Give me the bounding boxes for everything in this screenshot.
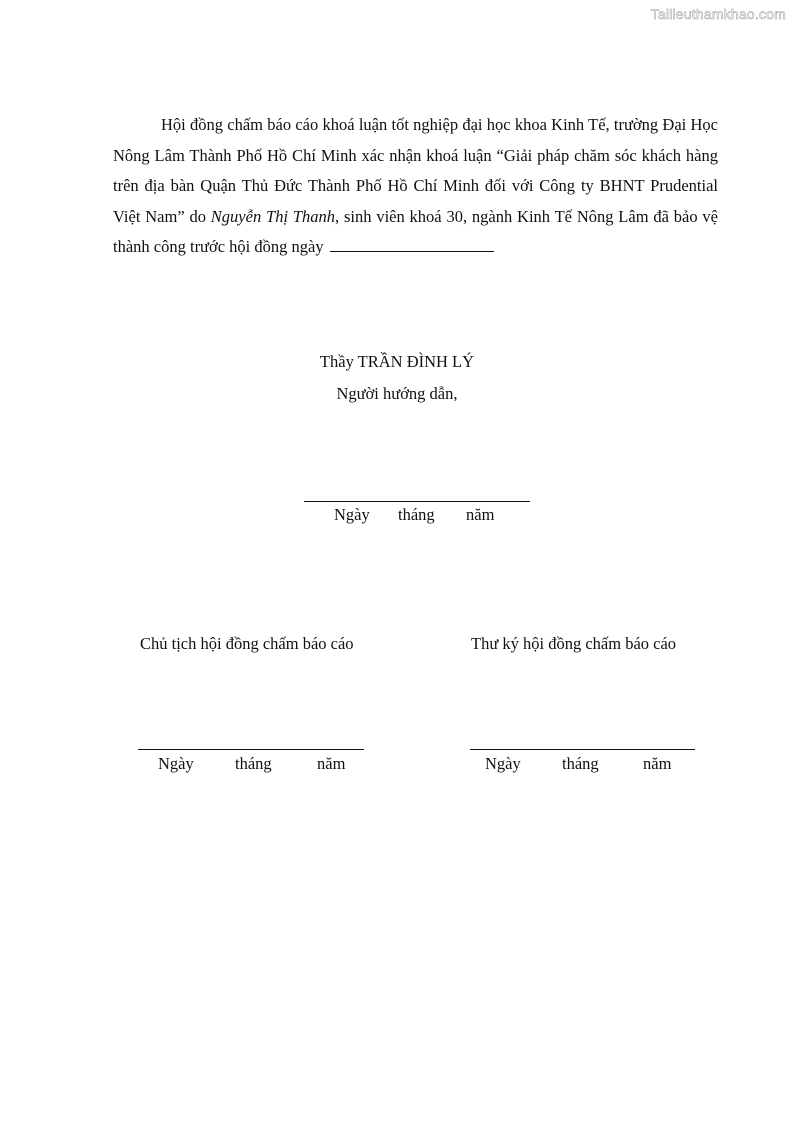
paragraph-text-after-name: , sinh viên khoá 30, ngành Kinh Tế Nông Lâm đã bảo vệ thành công trước hội đồng ngày [113,206,718,256]
secretary-date-month-label: tháng [562,754,599,773]
chair-date-month-label: tháng [235,754,272,773]
defense-date-blank [330,233,494,252]
chair-date-year-label: năm [317,754,346,773]
watermark: Tailieuthamkhao.com [650,6,786,22]
advisor-role: Người hướng dẫn, [336,384,458,403]
paragraph-text-before-name: Hội đồng chấm báo cáo khoá luận tốt nghiệp đại học khoa Kinh Tế, trường Đại Học Nông Lâm Thành Phố Hồ Chí Minh xác nhận khoá luận “Giải pháp chăm sóc khách hàng trên địa bàn Quận Thủ Đức Thành Phố Hồ Chí Minh đối với Công ty BHNT Prudential Việt Nam” do [113,115,718,226]
advisor-signature-line [304,501,530,502]
confirmation-paragraph [113,110,718,263]
chair-title: Chủ tịch hội đồng chấm báo cáo [140,634,354,653]
chair-signature-line [138,749,364,750]
advisor-date-month-label: tháng [398,505,435,524]
secretary-date-day-label: Ngày [485,754,521,773]
secretary-title: Thư ký hội đồng chấm báo cáo [471,634,677,653]
advisor-name: Thầy TRẦN ĐÌNH LÝ [319,352,475,371]
advisor-date-day-label: Ngày [334,505,370,524]
advisor-date-year-label: năm [466,505,495,524]
secretary-signature-line [470,749,695,750]
secretary-date-year-label: năm [643,754,672,773]
chair-date-day-label: Ngày [158,754,194,773]
student-name: Nguyễn Thị Thanh [210,206,336,226]
